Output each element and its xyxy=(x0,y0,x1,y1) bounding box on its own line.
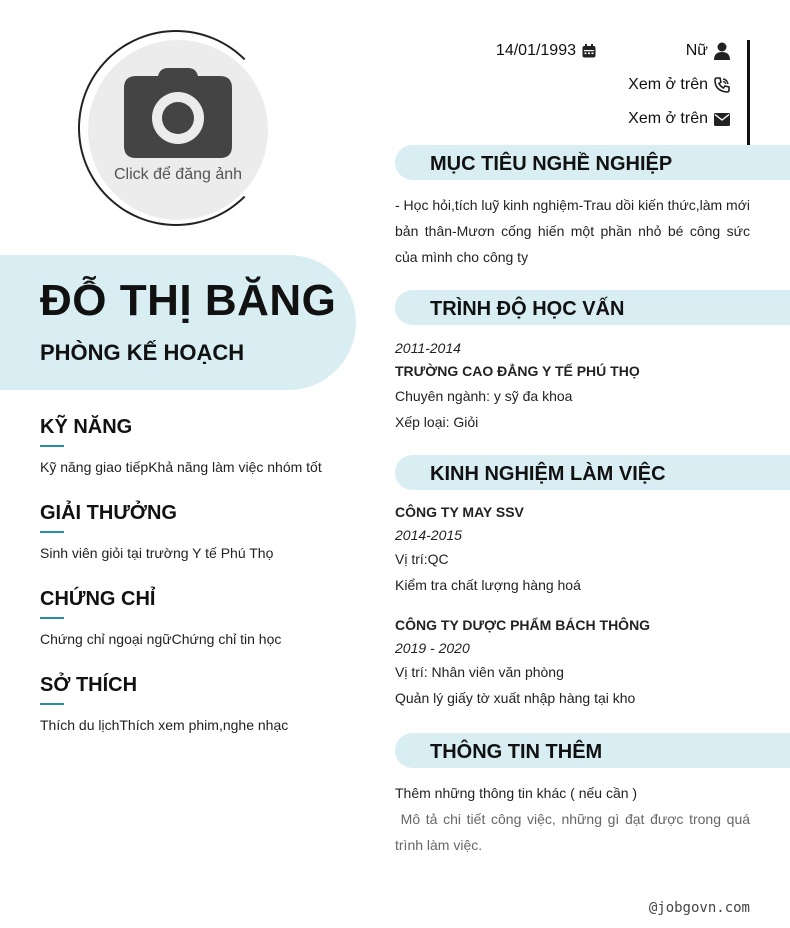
awards-section xyxy=(40,502,350,561)
company-name[interactable]: CÔNG TY MAY SSV xyxy=(395,504,524,520)
avatar-upload[interactable] xyxy=(78,30,278,230)
skills-section xyxy=(40,416,350,475)
watermark: @jobgovn.com xyxy=(648,900,750,916)
awards-title[interactable]: GIẢI THƯỞNG xyxy=(40,502,177,524)
user-icon xyxy=(714,42,730,60)
calendar-icon xyxy=(582,44,596,58)
hobbies-title[interactable]: SỞ THÍCH xyxy=(40,674,138,696)
job-position[interactable]: PHÒNG KẾ HOẠCH xyxy=(40,340,245,365)
job-period[interactable]: 2014-2015 xyxy=(395,527,462,543)
phone-value: Xem ở trên xyxy=(628,76,708,93)
certificates-title[interactable]: CHỨNG CHỈ xyxy=(40,588,156,610)
skills-title[interactable]: KỸ NĂNG xyxy=(40,416,133,438)
skills-text[interactable]: Kỹ năng giao tiếpKhả năng làm việc nhóm tốt xyxy=(40,459,322,475)
certificates-section xyxy=(40,588,350,647)
job-period[interactable]: 2019 - 2020 xyxy=(395,640,470,656)
extra-text[interactable]: Thêm những thông tin khác ( nếu cần ) xyxy=(395,785,638,801)
job-role[interactable]: Vị trí: Nhân viên văn phòng xyxy=(395,664,564,680)
experience-job xyxy=(395,500,750,598)
objective-title[interactable]: MỤC TIÊU NGHỀ NGHIỆP xyxy=(430,153,673,175)
awards-text[interactable]: Sinh viên giỏi tại trường Y tế Phú Thọ xyxy=(40,545,274,561)
extra-hint[interactable]: Mô tả chi tiết công việc, những gì đạt được trong quá trình làm việc. xyxy=(395,811,754,853)
education-title[interactable]: TRÌNH ĐỘ HỌC VẤN xyxy=(430,298,625,320)
email-value: Xem ở trên xyxy=(628,110,708,127)
company-name[interactable]: CÔNG TY DƯỢC PHẨM BÁCH THÔNG xyxy=(395,617,651,633)
education-entry xyxy=(395,337,750,435)
dob-value: 14/01/1993 xyxy=(495,42,576,59)
extra-title[interactable]: THÔNG TIN THÊM xyxy=(430,741,603,763)
section-underline xyxy=(40,445,64,447)
education-major[interactable]: Chuyên ngành: y sỹ đa khoa xyxy=(395,388,573,404)
phone-icon xyxy=(714,77,730,93)
camera-icon xyxy=(124,66,232,158)
education-grade[interactable]: Xếp loại: Giỏi xyxy=(395,414,479,430)
gender-field[interactable] xyxy=(686,42,730,60)
section-underline xyxy=(40,617,64,619)
hobbies-section xyxy=(40,674,350,733)
avatar-placeholder[interactable] xyxy=(88,40,268,220)
education-period[interactable]: 2011-2014 xyxy=(395,340,461,356)
contact-divider xyxy=(747,40,750,145)
full-name[interactable]: ĐỖ THỊ BĂNG xyxy=(40,276,337,325)
experience-title[interactable]: KINH NGHIỆM LÀM VIỆC xyxy=(430,463,666,485)
section-underline xyxy=(40,703,64,705)
job-description[interactable]: Kiểm tra chất lượng hàng hoá xyxy=(395,577,581,593)
school-name[interactable]: TRƯỜNG CAO ĐẲNG Y TẾ PHÚ THỌ xyxy=(395,363,640,379)
phone-field[interactable] xyxy=(628,76,730,94)
dob-field[interactable] xyxy=(496,42,596,60)
objective-text[interactable]: - Học hỏi,tích luỹ kinh nghiệm-Trau dồi kiến thức,làm mới bản thân-Mươn cống hiến một phần nhỏ bé công sức của mình cho công ty xyxy=(395,197,750,265)
envelope-icon xyxy=(714,113,730,126)
email-field[interactable] xyxy=(628,110,730,128)
certificates-text[interactable]: Chứng chỉ ngoại ngữChứng chỉ tin học xyxy=(40,631,282,647)
job-role[interactable]: Vị trí:QC xyxy=(395,551,449,567)
extra-info xyxy=(395,780,754,858)
avatar-caption: Click để đăng ảnh xyxy=(113,166,243,183)
gender-value: Nữ xyxy=(685,42,708,59)
experience-job xyxy=(395,613,750,711)
job-description[interactable]: Quản lý giấy tờ xuất nhập hàng tại kho xyxy=(395,690,636,706)
hobbies-text[interactable]: Thích du lịchThích xem phim,nghe nhạc xyxy=(40,717,289,733)
section-underline xyxy=(40,531,64,533)
